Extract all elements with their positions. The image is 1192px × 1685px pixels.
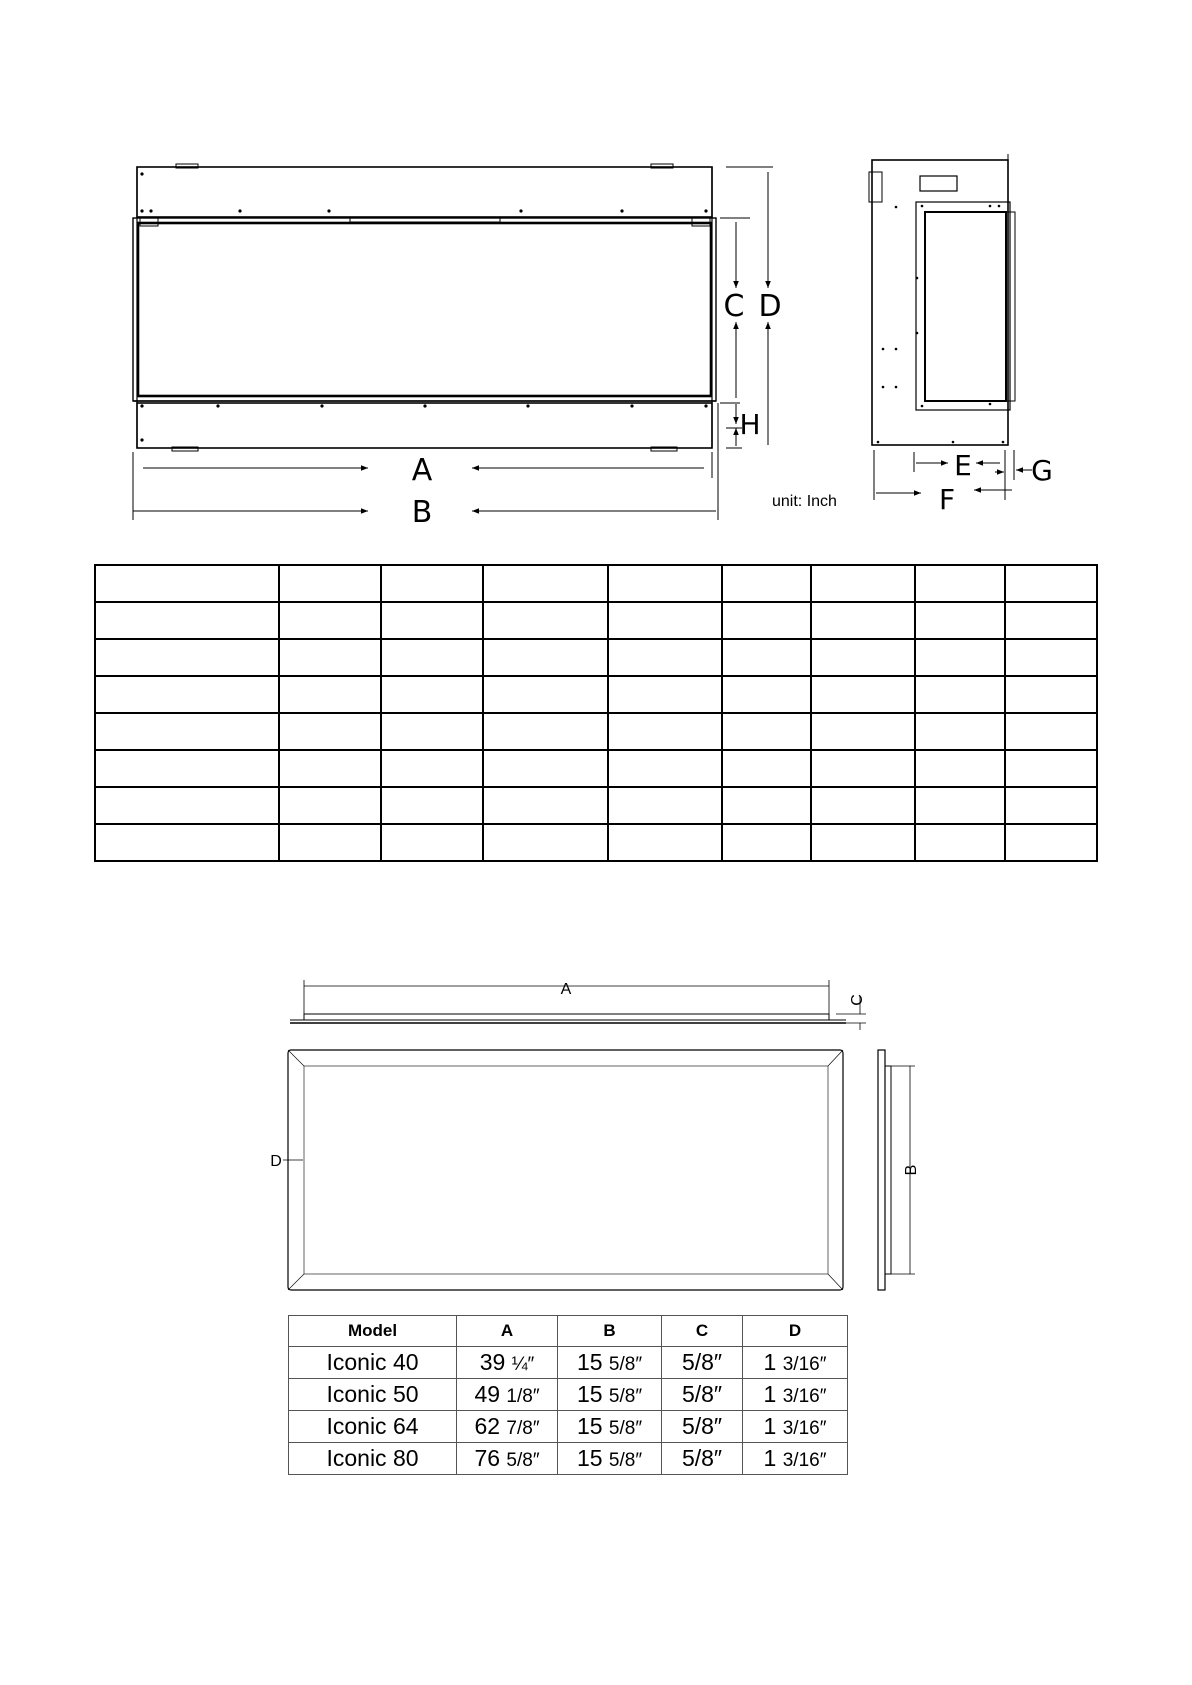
label-g: G: [1031, 454, 1053, 487]
a-cell: [457, 1379, 558, 1411]
label-d: D: [758, 289, 782, 324]
b-frac: 5/8″: [608, 1418, 643, 1439]
d-frac: 3/16″: [782, 1450, 827, 1471]
table-row: [95, 602, 1097, 639]
unit-note: unit: Inch: [772, 493, 837, 510]
c-cell: 5/8″: [662, 1347, 743, 1379]
table-cell: [722, 676, 811, 713]
a-whole: 49: [474, 1381, 501, 1407]
table-cell: [483, 787, 608, 824]
table-cell: [483, 824, 608, 861]
table-cell: [381, 713, 483, 750]
trim-top-view: [290, 980, 866, 1030]
table-row: [289, 1347, 848, 1379]
d-frac: 3/16″: [782, 1418, 827, 1439]
table-cell: [95, 639, 279, 676]
a-frac: ¼″: [511, 1354, 535, 1375]
table-cell: [915, 713, 1005, 750]
table-cell: [95, 565, 279, 602]
table-row: [95, 824, 1097, 861]
table-cell: [95, 676, 279, 713]
trim-front-view: [283, 1050, 843, 1290]
label-b: B: [411, 495, 433, 530]
d-cell: [743, 1411, 848, 1443]
header-a: A: [457, 1316, 558, 1347]
table-cell: [722, 713, 811, 750]
b-frac: 5/8″: [608, 1386, 643, 1407]
front-view: [133, 164, 716, 451]
a-whole: 76: [474, 1445, 501, 1471]
trim-label-c: C: [849, 994, 866, 1006]
b-cell: [558, 1379, 662, 1411]
table-cell: [1005, 787, 1097, 824]
table-cell: [1005, 602, 1097, 639]
label-f: F: [938, 483, 956, 516]
table-row: [289, 1443, 848, 1475]
table-cell: [722, 639, 811, 676]
table-row: [95, 750, 1097, 787]
table-cell: [95, 602, 279, 639]
table-cell: [381, 639, 483, 676]
table-cell: [722, 787, 811, 824]
table-cell: [279, 750, 381, 787]
d-whole: 1: [763, 1413, 777, 1439]
side-view: [869, 154, 1015, 445]
table-cell: [915, 824, 1005, 861]
table-cell: [722, 750, 811, 787]
c-cell: 5/8″: [662, 1411, 743, 1443]
table-cell: [279, 713, 381, 750]
table-cell: [483, 713, 608, 750]
table-cell: [95, 750, 279, 787]
table-cell: [279, 565, 381, 602]
label-h: H: [739, 408, 761, 441]
b-cell: [558, 1411, 662, 1443]
trim-dimensions-table: [288, 1315, 848, 1475]
trim-label-b: B: [903, 1164, 920, 1176]
table-cell: [381, 602, 483, 639]
table-cell: [381, 787, 483, 824]
table-cell: [95, 713, 279, 750]
table-cell: [608, 750, 722, 787]
b-frac: 5/8″: [608, 1354, 643, 1375]
d-cell: [743, 1379, 848, 1411]
table-cell: [608, 602, 722, 639]
table-cell: [915, 750, 1005, 787]
header-d: D: [743, 1316, 848, 1347]
table-cell: [811, 639, 915, 676]
table-row: [289, 1411, 848, 1443]
table-cell: [381, 565, 483, 602]
table-row: [95, 713, 1097, 750]
table-cell: [915, 602, 1005, 639]
d-frac: 3/16″: [782, 1354, 827, 1375]
table-cell: [483, 565, 608, 602]
b-whole: 15: [576, 1413, 603, 1439]
a-frac: 7/8″: [506, 1418, 540, 1439]
table-cell: [483, 639, 608, 676]
table-cell: [608, 824, 722, 861]
a-cell: [457, 1443, 558, 1475]
label-e: E: [954, 449, 972, 482]
table-cell: [1005, 824, 1097, 861]
table-cell: [279, 787, 381, 824]
table-cell: [279, 639, 381, 676]
table-cell: [811, 602, 915, 639]
table-cell: [722, 824, 811, 861]
c-cell: 5/8″: [662, 1379, 743, 1411]
b-whole: 15: [576, 1381, 603, 1407]
header-b: B: [558, 1316, 662, 1347]
table-cell: [608, 565, 722, 602]
b-cell: [558, 1443, 662, 1475]
table-cell: [381, 824, 483, 861]
trim-label-a: A: [560, 981, 572, 998]
table-cell: [608, 639, 722, 676]
table-cell: [722, 565, 811, 602]
front-dimensions: [133, 167, 773, 520]
table-row: [95, 676, 1097, 713]
b-cell: [558, 1347, 662, 1379]
table-header-row: [289, 1316, 848, 1347]
table-cell: [95, 824, 279, 861]
a-cell: [457, 1411, 558, 1443]
table-row: [95, 639, 1097, 676]
table-cell: [1005, 676, 1097, 713]
table-cell: [1005, 565, 1097, 602]
table-row: [289, 1379, 848, 1411]
model-cell: Iconic 64: [289, 1411, 457, 1443]
model-cell: Iconic 40: [289, 1347, 457, 1379]
table-cell: [608, 676, 722, 713]
trim-label-d: D: [270, 1153, 282, 1170]
table-cell: [279, 824, 381, 861]
table-cell: [915, 639, 1005, 676]
table-row: [95, 787, 1097, 824]
a-frac: 1/8″: [506, 1386, 540, 1407]
table-cell: [95, 787, 279, 824]
c-cell: 5/8″: [662, 1443, 743, 1475]
table-cell: [279, 602, 381, 639]
model-cell: Iconic 50: [289, 1379, 457, 1411]
table-cell: [381, 750, 483, 787]
d-frac: 3/16″: [782, 1386, 827, 1407]
table-cell: [279, 676, 381, 713]
spec-table: [94, 564, 1098, 862]
d-whole: 1: [763, 1445, 777, 1471]
table-cell: [915, 676, 1005, 713]
table-cell: [915, 565, 1005, 602]
a-cell: [457, 1347, 558, 1379]
table-cell: [483, 750, 608, 787]
header-c: C: [662, 1316, 743, 1347]
a-frac: 5/8″: [506, 1450, 540, 1471]
table-cell: [1005, 713, 1097, 750]
header-model: Model: [289, 1316, 457, 1347]
table-cell: [722, 602, 811, 639]
table-cell: [811, 676, 915, 713]
table-cell: [381, 676, 483, 713]
table-cell: [811, 787, 915, 824]
b-whole: 15: [576, 1349, 603, 1375]
model-cell: Iconic 80: [289, 1443, 457, 1475]
table-cell: [1005, 639, 1097, 676]
d-cell: [743, 1347, 848, 1379]
a-whole: 62: [474, 1413, 501, 1439]
d-cell: [743, 1443, 848, 1475]
d-whole: 1: [763, 1381, 777, 1407]
table-cell: [915, 787, 1005, 824]
table-cell: [811, 565, 915, 602]
table-row: [95, 565, 1097, 602]
table-cell: [608, 713, 722, 750]
d-whole: 1: [763, 1349, 777, 1375]
b-whole: 15: [576, 1445, 603, 1471]
table-cell: [811, 824, 915, 861]
table-cell: [483, 676, 608, 713]
label-c: C: [723, 289, 745, 324]
table-cell: [608, 787, 722, 824]
b-frac: 5/8″: [608, 1450, 643, 1471]
table-cell: [483, 602, 608, 639]
table-cell: [811, 750, 915, 787]
label-a: A: [411, 453, 433, 488]
a-whole: 39: [479, 1349, 506, 1375]
table-cell: [811, 713, 915, 750]
table-cell: [1005, 750, 1097, 787]
